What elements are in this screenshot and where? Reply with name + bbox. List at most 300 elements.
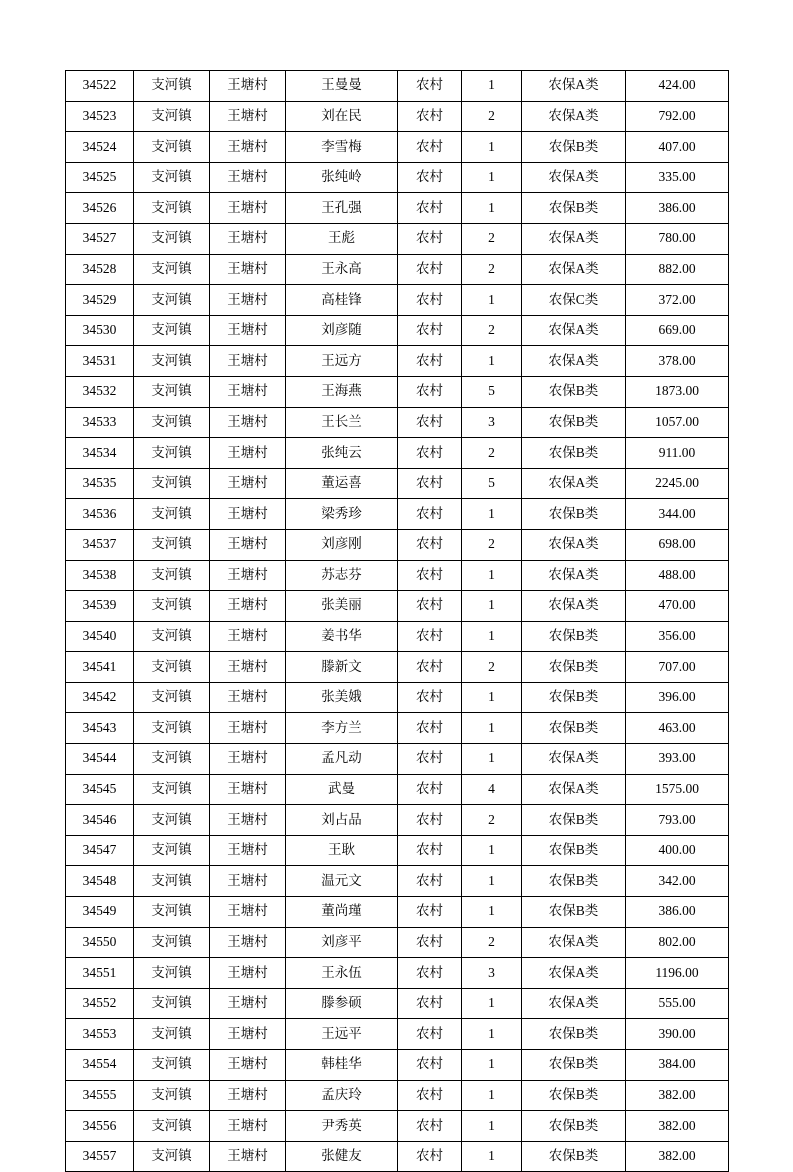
cell-name: 刘彦刚 [286,529,398,560]
cell-village: 王塘村 [210,927,286,958]
cell-household-type: 农村 [398,132,462,163]
cell-people: 3 [462,407,522,438]
cell-people: 2 [462,927,522,958]
table-row [66,132,729,163]
cell-village: 王塘村 [210,1019,286,1050]
cell-village: 王塘村 [210,132,286,163]
cell-id: 34538 [66,560,134,591]
cell-household-type: 农村 [398,438,462,469]
cell-category: 农保A类 [522,162,626,193]
cell-amount: 384.00 [626,1050,729,1081]
cell-category: 农保A类 [522,591,626,622]
cell-town: 支河镇 [134,713,210,744]
cell-category: 农保B类 [522,438,626,469]
cell-name: 董运喜 [286,468,398,499]
cell-town: 支河镇 [134,652,210,683]
cell-household-type: 农村 [398,1111,462,1142]
cell-id: 34549 [66,897,134,928]
cell-name: 王孔强 [286,193,398,224]
cell-people: 1 [462,193,522,224]
cell-amount: 400.00 [626,835,729,866]
cell-people: 1 [462,132,522,163]
cell-village: 王塘村 [210,315,286,346]
cell-id: 34522 [66,71,134,102]
cell-household-type: 农村 [398,1019,462,1050]
cell-village: 王塘村 [210,101,286,132]
cell-name: 韩桂华 [286,1050,398,1081]
cell-household-type: 农村 [398,652,462,683]
cell-category: 农保B类 [522,866,626,897]
table-row [66,468,729,499]
cell-town: 支河镇 [134,621,210,652]
cell-category: 农保B类 [522,1019,626,1050]
table-row [66,744,729,775]
cell-id: 34552 [66,988,134,1019]
cell-village: 王塘村 [210,682,286,713]
cell-household-type: 农村 [398,1080,462,1111]
cell-category: 农保B类 [522,1141,626,1172]
table-row [66,376,729,407]
cell-household-type: 农村 [398,621,462,652]
cell-amount: 698.00 [626,529,729,560]
cell-id: 34545 [66,774,134,805]
cell-category: 农保B类 [522,897,626,928]
cell-category: 农保A类 [522,560,626,591]
cell-village: 王塘村 [210,897,286,928]
cell-household-type: 农村 [398,1050,462,1081]
cell-village: 王塘村 [210,285,286,316]
cell-amount: 669.00 [626,315,729,346]
cell-town: 支河镇 [134,162,210,193]
cell-household-type: 农村 [398,744,462,775]
cell-name: 王彪 [286,223,398,254]
table-row [66,774,729,805]
cell-town: 支河镇 [134,1141,210,1172]
cell-id: 34534 [66,438,134,469]
table-row [66,591,729,622]
cell-name: 张纯岭 [286,162,398,193]
cell-people: 1 [462,835,522,866]
cell-name: 刘彦随 [286,315,398,346]
cell-town: 支河镇 [134,223,210,254]
cell-name: 王长兰 [286,407,398,438]
cell-people: 1 [462,1019,522,1050]
cell-town: 支河镇 [134,1111,210,1142]
cell-category: 农保A类 [522,468,626,499]
cell-town: 支河镇 [134,285,210,316]
cell-people: 5 [462,376,522,407]
cell-name: 高桂锋 [286,285,398,316]
cell-id: 34524 [66,132,134,163]
cell-id: 34525 [66,162,134,193]
cell-category: 农保A类 [522,529,626,560]
subsidy-table [65,70,729,1172]
cell-town: 支河镇 [134,958,210,989]
cell-id: 34547 [66,835,134,866]
cell-town: 支河镇 [134,988,210,1019]
cell-category: 农保A类 [522,927,626,958]
cell-village: 王塘村 [210,1111,286,1142]
cell-town: 支河镇 [134,315,210,346]
cell-id: 34550 [66,927,134,958]
table-row [66,315,729,346]
cell-town: 支河镇 [134,71,210,102]
cell-category: 农保B类 [522,682,626,713]
cell-name: 张纯云 [286,438,398,469]
table-row [66,254,729,285]
cell-household-type: 农村 [398,713,462,744]
cell-id: 34527 [66,223,134,254]
cell-people: 2 [462,805,522,836]
cell-household-type: 农村 [398,376,462,407]
cell-village: 王塘村 [210,71,286,102]
cell-people: 1 [462,1050,522,1081]
cell-household-type: 农村 [398,346,462,377]
cell-town: 支河镇 [134,927,210,958]
cell-amount: 386.00 [626,897,729,928]
cell-people: 1 [462,499,522,530]
cell-category: 农保B类 [522,499,626,530]
cell-people: 2 [462,315,522,346]
cell-people: 1 [462,162,522,193]
cell-category: 农保B类 [522,407,626,438]
table-row [66,927,729,958]
cell-household-type: 农村 [398,682,462,713]
cell-village: 王塘村 [210,346,286,377]
table-row [66,866,729,897]
cell-id: 34540 [66,621,134,652]
cell-village: 王塘村 [210,376,286,407]
cell-people: 1 [462,682,522,713]
cell-town: 支河镇 [134,560,210,591]
table-row [66,223,729,254]
cell-category: 农保B类 [522,835,626,866]
cell-name: 刘在民 [286,101,398,132]
cell-id: 34554 [66,1050,134,1081]
cell-amount: 463.00 [626,713,729,744]
cell-amount: 342.00 [626,866,729,897]
cell-id: 34532 [66,376,134,407]
cell-amount: 555.00 [626,988,729,1019]
cell-people: 2 [462,223,522,254]
table-row [66,560,729,591]
cell-village: 王塘村 [210,835,286,866]
cell-id: 34556 [66,1111,134,1142]
cell-category: 农保A类 [522,346,626,377]
cell-village: 王塘村 [210,774,286,805]
cell-household-type: 农村 [398,805,462,836]
cell-town: 支河镇 [134,774,210,805]
cell-village: 王塘村 [210,560,286,591]
cell-id: 34528 [66,254,134,285]
cell-people: 1 [462,1111,522,1142]
cell-people: 1 [462,621,522,652]
cell-name: 李雪梅 [286,132,398,163]
cell-town: 支河镇 [134,1019,210,1050]
table-row [66,805,729,836]
table-row [66,407,729,438]
cell-amount: 802.00 [626,927,729,958]
cell-id: 34529 [66,285,134,316]
cell-name: 苏志芬 [286,560,398,591]
cell-village: 王塘村 [210,438,286,469]
cell-name: 张健友 [286,1141,398,1172]
cell-village: 王塘村 [210,958,286,989]
table-row [66,652,729,683]
cell-id: 34523 [66,101,134,132]
cell-town: 支河镇 [134,254,210,285]
cell-household-type: 农村 [398,927,462,958]
cell-id: 34553 [66,1019,134,1050]
cell-household-type: 农村 [398,315,462,346]
cell-name: 刘占品 [286,805,398,836]
cell-town: 支河镇 [134,132,210,163]
cell-name: 姜书华 [286,621,398,652]
cell-people: 1 [462,744,522,775]
cell-amount: 424.00 [626,71,729,102]
cell-category: 农保A类 [522,988,626,1019]
cell-name: 王永伍 [286,958,398,989]
cell-amount: 335.00 [626,162,729,193]
cell-name: 孟凡动 [286,744,398,775]
cell-id: 34531 [66,346,134,377]
cell-category: 农保B类 [522,132,626,163]
table-row [66,346,729,377]
cell-household-type: 农村 [398,468,462,499]
cell-household-type: 农村 [398,101,462,132]
cell-town: 支河镇 [134,376,210,407]
cell-people: 2 [462,652,522,683]
cell-household-type: 农村 [398,774,462,805]
cell-village: 王塘村 [210,805,286,836]
cell-people: 2 [462,438,522,469]
cell-amount: 378.00 [626,346,729,377]
cell-amount: 1057.00 [626,407,729,438]
table-row [66,1141,729,1172]
cell-household-type: 农村 [398,223,462,254]
table-row [66,897,729,928]
cell-name: 王曼曼 [286,71,398,102]
cell-category: 农保B类 [522,376,626,407]
cell-people: 1 [462,591,522,622]
cell-category: 农保A类 [522,71,626,102]
cell-village: 王塘村 [210,988,286,1019]
table-row [66,499,729,530]
cell-household-type: 农村 [398,958,462,989]
cell-amount: 780.00 [626,223,729,254]
cell-village: 王塘村 [210,223,286,254]
cell-people: 1 [462,1141,522,1172]
cell-category: 农保B类 [522,1111,626,1142]
cell-town: 支河镇 [134,407,210,438]
cell-town: 支河镇 [134,805,210,836]
cell-id: 34551 [66,958,134,989]
cell-amount: 1196.00 [626,958,729,989]
cell-category: 农保B类 [522,193,626,224]
cell-household-type: 农村 [398,162,462,193]
cell-amount: 407.00 [626,132,729,163]
cell-id: 34539 [66,591,134,622]
cell-name: 滕参硕 [286,988,398,1019]
cell-amount: 1873.00 [626,376,729,407]
cell-people: 1 [462,560,522,591]
cell-village: 王塘村 [210,591,286,622]
cell-category: 农保A类 [522,254,626,285]
cell-village: 王塘村 [210,407,286,438]
cell-amount: 356.00 [626,621,729,652]
cell-village: 王塘村 [210,713,286,744]
cell-people: 1 [462,285,522,316]
cell-category: 农保B类 [522,1050,626,1081]
cell-id: 34555 [66,1080,134,1111]
cell-id: 34544 [66,744,134,775]
cell-town: 支河镇 [134,438,210,469]
cell-town: 支河镇 [134,468,210,499]
cell-amount: 344.00 [626,499,729,530]
table-row [66,1019,729,1050]
cell-category: 农保B类 [522,1080,626,1111]
cell-people: 1 [462,866,522,897]
cell-name: 王永高 [286,254,398,285]
cell-people: 2 [462,529,522,560]
cell-amount: 1575.00 [626,774,729,805]
table-row [66,71,729,102]
cell-amount: 470.00 [626,591,729,622]
table-row [66,1050,729,1081]
cell-people: 1 [462,988,522,1019]
cell-category: 农保A类 [522,101,626,132]
cell-id: 34530 [66,315,134,346]
cell-village: 王塘村 [210,193,286,224]
cell-name: 温元文 [286,866,398,897]
cell-category: 农保A类 [522,744,626,775]
cell-town: 支河镇 [134,1050,210,1081]
cell-village: 王塘村 [210,652,286,683]
cell-id: 34541 [66,652,134,683]
cell-amount: 396.00 [626,682,729,713]
cell-category: 农保A类 [522,315,626,346]
cell-village: 王塘村 [210,1050,286,1081]
cell-name: 武曼 [286,774,398,805]
cell-household-type: 农村 [398,560,462,591]
cell-amount: 707.00 [626,652,729,683]
cell-people: 3 [462,958,522,989]
cell-household-type: 农村 [398,897,462,928]
table-row [66,958,729,989]
cell-town: 支河镇 [134,101,210,132]
cell-people: 4 [462,774,522,805]
cell-village: 王塘村 [210,162,286,193]
cell-name: 滕新文 [286,652,398,683]
cell-household-type: 农村 [398,835,462,866]
cell-village: 王塘村 [210,254,286,285]
cell-village: 王塘村 [210,529,286,560]
cell-name: 王耿 [286,835,398,866]
cell-id: 34557 [66,1141,134,1172]
cell-id: 34548 [66,866,134,897]
cell-name: 孟庆玲 [286,1080,398,1111]
cell-id: 34542 [66,682,134,713]
cell-village: 王塘村 [210,744,286,775]
cell-amount: 393.00 [626,744,729,775]
cell-category: 农保B类 [522,621,626,652]
cell-household-type: 农村 [398,591,462,622]
cell-id: 34533 [66,407,134,438]
cell-people: 2 [462,101,522,132]
cell-amount: 386.00 [626,193,729,224]
cell-household-type: 农村 [398,1141,462,1172]
cell-village: 王塘村 [210,468,286,499]
cell-town: 支河镇 [134,897,210,928]
table-row [66,529,729,560]
cell-amount: 882.00 [626,254,729,285]
cell-household-type: 农村 [398,285,462,316]
cell-id: 34535 [66,468,134,499]
table-row [66,101,729,132]
cell-amount: 372.00 [626,285,729,316]
cell-town: 支河镇 [134,193,210,224]
cell-amount: 792.00 [626,101,729,132]
cell-name: 张美娥 [286,682,398,713]
cell-town: 支河镇 [134,835,210,866]
cell-town: 支河镇 [134,499,210,530]
cell-amount: 382.00 [626,1080,729,1111]
cell-category: 农保A类 [522,774,626,805]
cell-name: 王远方 [286,346,398,377]
table-row [66,988,729,1019]
cell-category: 农保A类 [522,958,626,989]
cell-amount: 793.00 [626,805,729,836]
cell-people: 1 [462,897,522,928]
cell-name: 王海燕 [286,376,398,407]
cell-amount: 911.00 [626,438,729,469]
cell-town: 支河镇 [134,682,210,713]
cell-name: 王远平 [286,1019,398,1050]
cell-household-type: 农村 [398,866,462,897]
cell-town: 支河镇 [134,866,210,897]
cell-category: 农保A类 [522,223,626,254]
table-row [66,835,729,866]
cell-amount: 2245.00 [626,468,729,499]
cell-name: 董尚瑾 [286,897,398,928]
cell-amount: 488.00 [626,560,729,591]
cell-amount: 382.00 [626,1141,729,1172]
cell-household-type: 农村 [398,529,462,560]
cell-id: 34543 [66,713,134,744]
cell-people: 1 [462,71,522,102]
cell-category: 农保B类 [522,805,626,836]
cell-id: 34526 [66,193,134,224]
cell-name: 尹秀英 [286,1111,398,1142]
cell-town: 支河镇 [134,1080,210,1111]
table-row [66,285,729,316]
cell-village: 王塘村 [210,621,286,652]
cell-people: 1 [462,713,522,744]
cell-id: 34546 [66,805,134,836]
cell-people: 1 [462,1080,522,1111]
cell-village: 王塘村 [210,1141,286,1172]
cell-people: 1 [462,346,522,377]
cell-amount: 390.00 [626,1019,729,1050]
cell-people: 5 [462,468,522,499]
cell-household-type: 农村 [398,254,462,285]
table-row [66,1080,729,1111]
cell-household-type: 农村 [398,193,462,224]
cell-household-type: 农村 [398,988,462,1019]
table-row [66,682,729,713]
cell-name: 李方兰 [286,713,398,744]
table-row [66,621,729,652]
